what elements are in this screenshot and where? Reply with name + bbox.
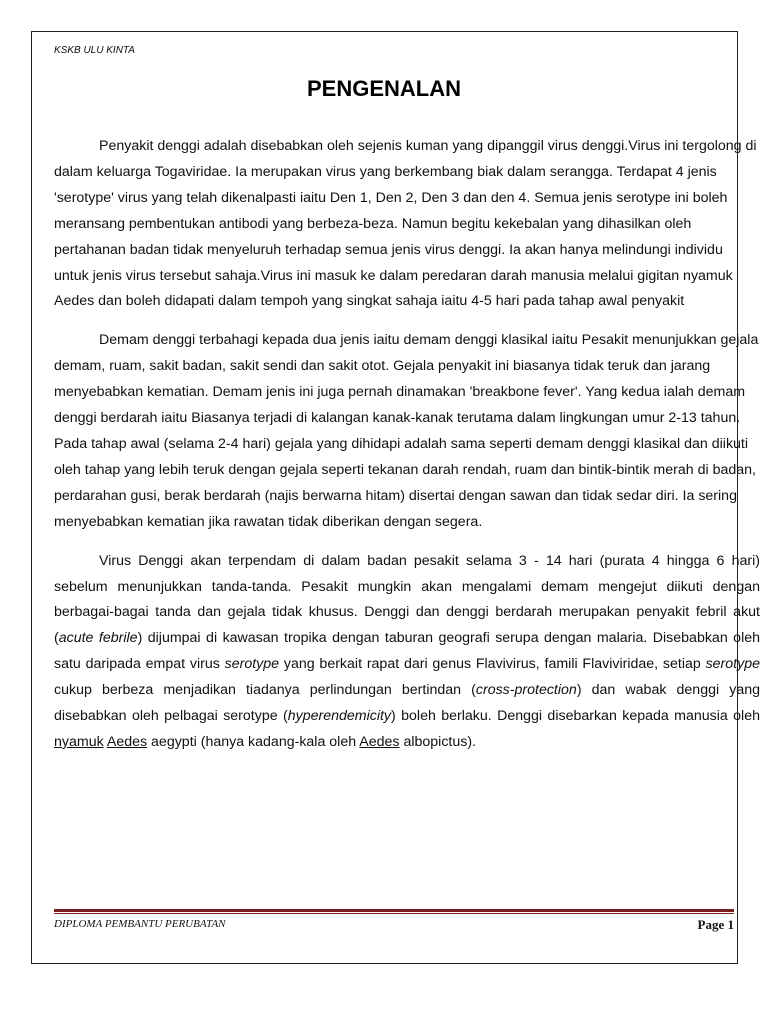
emphasis-text: nyamuk [54,733,104,750]
emphasis-text: serotype [705,656,760,673]
footer-course: DIPLOMA PEMBANTU PERUBATAN [54,918,226,930]
emphasis-text: serotype [224,656,280,673]
paragraph-text: ) dijumpai di kawasan tropika dengan taburan geografi serupa dengan malaria. Disebabkan oleh satu daripada empat virus [54,630,760,673]
document-body [54,134,760,769]
paragraph-text: cukup berbeza menjadikan tiadanya perlindungan bertindan ( [54,682,476,699]
paragraph-text: yang berkait rapat dari genus Flavivirus, famili Flaviviridae, setiap [279,656,706,673]
paragraph-text: Penyakit denggi adalah disebabkan oleh sejenis kuman yang dipanggil virus denggi.Virus ini tergolong di dalam keluarga Togaviridae. Ia merupakan virus yang berkembang biak dalam serangga. Terdapat 4 jenis 'serotype' virus yang telah dikenalpasti iaitu Den 1, Den 2, Den 3 dan den 4. Semua jenis serotype ini boleh meransang pembentukan antibodi yang berbeza-beza. Namun begitu kekebalan yang dihasilkan oleh pertahanan badan tidak menyeluruh terhadap semua jenis virus denggi. Ia akan hanya melindungi individu untuk jenis virus tersebut sahaja.Virus ini masuk ke dalam peredaran darah manusia melalui gigitan nyamuk Aedes dan boleh didapati dalam tempoh yang singkat sahaja iaitu 4-5 hari pada tahap awal penyakit [54,138,757,310]
paragraph-text: Virus Denggi akan terpendam di dalam badan pesakit selama 3 - 14 hari (purata 4 hingga 6 hari) sebelum menunjukkan tanda-tanda. Pesakit mungkin akan mengalami demam mengejut diikuti dengan berbagai-bagai tanda dan gejala tidak khusus. Denggi dan denggi berdarah merupakan penyakit febril akut ( [54,552,760,647]
page-number: Page 1 [697,917,734,932]
header-school: KSKB ULU KINTA [54,45,135,56]
paragraph [54,328,760,535]
footer-rule [54,909,734,912]
footer-rule-thin [54,913,734,914]
emphasis-text: hyperendemicity [287,708,392,725]
paragraph-text: Demam denggi terbahagi kepada dua jenis iaitu demam denggi klasikal iaitu Pesakit menunjukkan gejala demam, ruam, sakit badan, sakit sendi dan sakit otot. Gejala penyakit ini biasanya tidak teruk dan jarang menyebabkan kematian. Demam jenis ini juga pernah dinamakan 'breakbone fever'. Yang kedua ialah demam denggi berdarah iaitu Biasanya terjadi di kalangan kanak-kanak terutama dalam lingkungan umur 2-13 tahun. Pada tahap awal (selama 2-4 hari) gejala yang dihidapi adalah sama seperti demam denggi klasikal dan diikuti oleh tahap yang lebih teruk dengan gejala seperti tekanan darah rendah, ruam dan bintik-bintik merah di badan, perdarahan gusi, berak berdarah (najis berwarna hitam) disertai dengan sawan dan tidak sedar diri. Ia sering menyebabkan kematian jika rawatan tidak diberikan dengan segera. [54,332,759,530]
emphasis-text: Aedes [106,733,148,750]
emphasis-text: cross-protection [475,682,577,699]
paragraph-text: albopictus). [399,733,477,750]
paragraph-text: ) dan wabak denggi yang disebabkan oleh pelbagai serotype ( [54,682,760,725]
paragraph [54,134,760,315]
emphasis-text: Aedes [359,733,400,750]
paragraph [54,549,760,756]
paragraph-text: ) boleh berlaku. Denggi disebarkan kepada manusia oleh [391,708,760,725]
emphasis-text: acute febrile [58,630,138,647]
paragraph-text: aegypti (hanya kadang-kala oleh [147,733,360,750]
page-title: PENGENALAN [306,76,461,101]
